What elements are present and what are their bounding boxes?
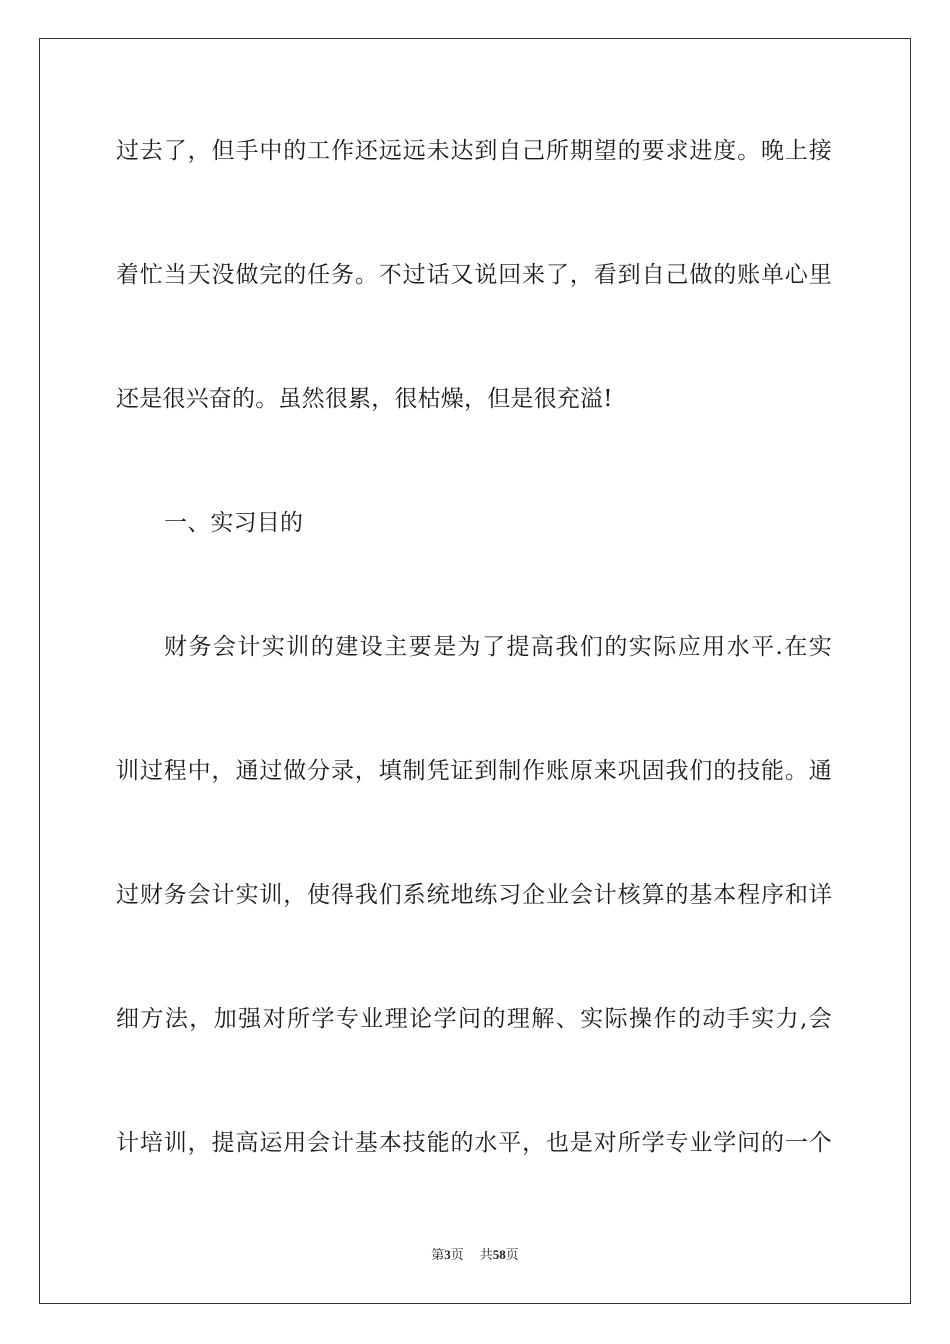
total-suffix: 页 [505,1248,519,1263]
paragraph-line: 过去了，但手中的工作还远远未达到自己所期望的要求进度。晚上接 [116,138,832,164]
page-number: 3 [444,1247,451,1262]
total-pages: 58 [492,1247,506,1262]
paragraph-line: 训过程中，通过做分录，填制凭证到制作账原来巩固我们的技能。通 [116,758,832,784]
paragraph-line: 财务会计实训的建设主要是为了提高我们的实际应用水平.在实 [164,634,832,660]
page-suffix: 页 [450,1248,464,1263]
paragraph-line: 还是很兴奋的。虽然很累，很枯燥，但是很充溢! [116,386,613,412]
paragraph-line: 着忙当天没做完的任务。不过话又说回来了，看到自己做的账单心里 [116,262,832,288]
page-border [39,38,911,1304]
paragraph-line: 过财务会计实训，使得我们系统地练习企业会计核算的基本程序和详 [116,882,832,908]
paragraph-line: 计培训，提高运用会计基本技能的水平，也是对所学专业学问的一个 [116,1130,832,1156]
total-prefix: 共 [479,1248,493,1263]
page-footer [0,1246,950,1265]
paragraph-line: 细方法，加强对所学专业理论学问的理解、实际操作的动手实力,会 [116,1006,832,1032]
page-prefix: 第 [431,1248,445,1263]
section-heading: 一、实习目的 [164,510,304,536]
